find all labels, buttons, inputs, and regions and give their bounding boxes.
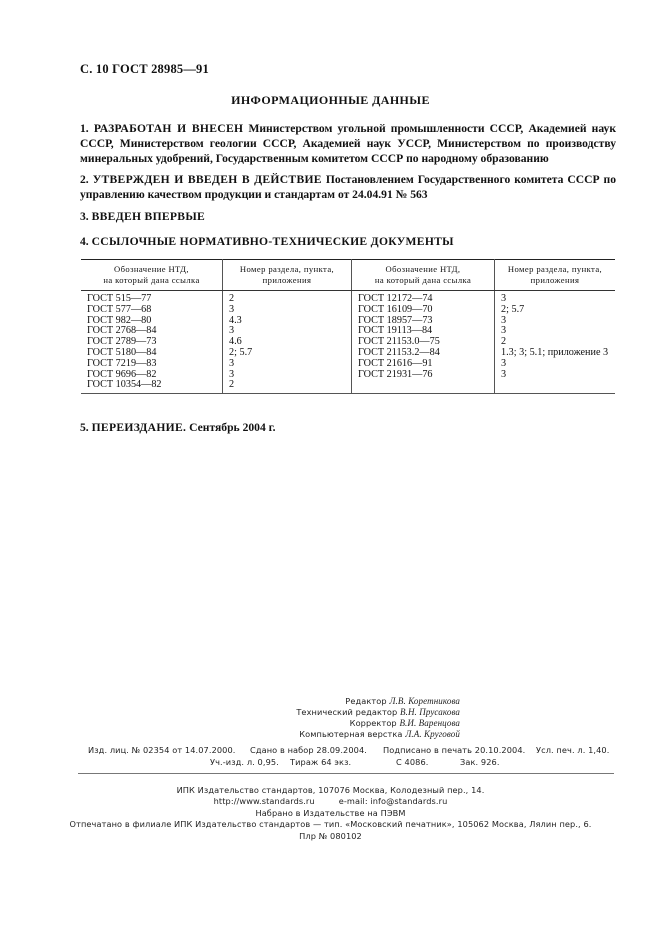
item-number: 1. bbox=[80, 122, 89, 135]
cell-line: 4.3 bbox=[229, 314, 242, 326]
cell-line: 3 bbox=[501, 325, 507, 337]
item-lead: ВВЕДЕН ВПЕРВЫЕ bbox=[91, 210, 206, 223]
item-number: 4. bbox=[80, 235, 89, 248]
signed-date: Подписано в печать 20.10.2004. bbox=[383, 745, 526, 755]
cell-line: ГОСТ 19113—84 bbox=[358, 325, 433, 337]
plr-number: Плр № 080102 bbox=[299, 830, 362, 841]
right-sections bbox=[495, 291, 616, 394]
editor-line: Редактор Л.В. Коретникова bbox=[345, 696, 460, 706]
table-header-row bbox=[81, 260, 615, 291]
left-sections bbox=[223, 291, 352, 394]
order-number: Зак. 926. bbox=[460, 757, 500, 767]
typeset-note: Набрано в Издательстве на ПЭВМ bbox=[255, 807, 406, 818]
layout-line: Компьютерная верстка Л.А. Круговой bbox=[299, 729, 460, 739]
cell-line: 2 bbox=[229, 379, 235, 391]
item-lead: ССЫЛОЧНЫЕ НОРМАТИВНО-ТЕХНИЧЕСКИЕ ДОКУМЕНТЫ bbox=[91, 235, 454, 248]
typeset-date: Сдано в набор 28.09.2004. bbox=[250, 745, 367, 755]
cell-line: 3 bbox=[501, 368, 507, 380]
cell-line: ГОСТ 5180—84 bbox=[87, 346, 157, 358]
cell-line: 3 bbox=[229, 325, 235, 337]
print-sheets: Усл. печ. л. 1,40. bbox=[536, 745, 610, 755]
section-title: ИНФОРМАЦИОННЫЕ ДАННЫЕ bbox=[231, 93, 430, 107]
cell-line: ГОСТ 9696—82 bbox=[87, 368, 157, 380]
print-run: Тираж 64 экз. bbox=[290, 757, 352, 767]
cell-line: ГОСТ 18957—73 bbox=[358, 314, 433, 326]
divider bbox=[78, 773, 614, 774]
item-lead: РАЗРАБОТАН И ВНЕСЕН bbox=[93, 122, 244, 135]
info-item-references bbox=[80, 234, 616, 249]
cell-line: 1.3; 3; 5.1; приложение 3 bbox=[501, 346, 609, 358]
cell-line: 3 bbox=[501, 357, 507, 369]
header-ntd: Обозначение НТД, на который дана ссылка bbox=[352, 260, 495, 291]
cell-line: 2; 5.7 bbox=[501, 303, 525, 315]
printed-note: Отпечатано в филиале ИПК Издательство стандартов — тип. «Московский печатник», 105062 Москва, Лялин пер., 6. bbox=[69, 819, 592, 830]
cell-line: ГОСТ 12172—74 bbox=[358, 293, 433, 304]
tech-editor-line: Технический редактор В.Н. Прусакова bbox=[296, 707, 460, 717]
cell-line: ГОСТ 982—80 bbox=[87, 314, 152, 326]
cell-line: 3 bbox=[501, 314, 507, 326]
cell-line: ГОСТ 21153.0—75 bbox=[358, 336, 440, 348]
corrector-line: Корректор В.И. Варенцова bbox=[349, 718, 460, 728]
cell-line: ГОСТ 10354—82 bbox=[87, 379, 162, 391]
item-lead: ПЕРЕИЗДАНИЕ. bbox=[91, 421, 187, 434]
header-section: Номер раздела, пункта, приложения bbox=[223, 260, 352, 291]
cell-line: ГОСТ 515—77 bbox=[87, 293, 152, 304]
cell-line: ГОСТ 21616—91 bbox=[358, 357, 433, 369]
cell-line: 3 bbox=[501, 293, 507, 304]
cell-line: ГОСТ 2789—73 bbox=[87, 336, 157, 348]
cell-line: 3 bbox=[229, 368, 235, 380]
cell-line: 3 bbox=[229, 357, 235, 369]
info-item-approved bbox=[80, 172, 616, 202]
references-table bbox=[81, 259, 615, 394]
cell-line: ГОСТ 21153.2—84 bbox=[358, 346, 440, 358]
page-reference: С. 10 ГОСТ 28985—91 bbox=[80, 62, 209, 76]
order-c: С 4086. bbox=[396, 757, 429, 767]
item-number: 2. bbox=[80, 173, 89, 186]
item-number: 5. bbox=[80, 421, 89, 434]
cell-line: ГОСТ 577—68 bbox=[87, 303, 152, 315]
cell-line: ГОСТ 2768—84 bbox=[87, 325, 157, 337]
cell-line: ГОСТ 7219—83 bbox=[87, 357, 157, 369]
publisher-address: ИПК Издательство стандартов, 107076 Москва, Колодезный пер., 14. bbox=[176, 785, 485, 795]
publ-sheets: Уч.-изд. л. 0,95. bbox=[210, 757, 279, 767]
item-text: Постановлением Государственного комитета СССР по управлению качеством продукции и стандартам от 24.04.91 № 563 bbox=[80, 173, 616, 201]
cell-line: ГОСТ 21931—76 bbox=[358, 368, 433, 380]
cell-line: 2 bbox=[501, 336, 507, 348]
cell-line: 2; 5.7 bbox=[229, 346, 253, 358]
table-row bbox=[81, 291, 615, 394]
cell-line: 2 bbox=[229, 293, 235, 304]
info-item-reissue bbox=[80, 420, 616, 435]
left-designations bbox=[81, 291, 223, 394]
info-item-developed bbox=[80, 121, 616, 166]
publisher-info bbox=[0, 785, 661, 842]
publisher-contacts bbox=[0, 796, 661, 807]
header-section: Номер раздела, пункта, приложения bbox=[495, 260, 616, 291]
website-link[interactable]: http://www.standards.ru bbox=[213, 796, 315, 807]
cell-line: 4.6 bbox=[229, 336, 242, 348]
item-lead: УТВЕРЖДЕН И ВВЕДЕН В ДЕЙСТВИЕ bbox=[92, 173, 322, 186]
header-ntd: Обозначение НТД, на который дана ссылка bbox=[81, 260, 223, 291]
info-item-first-introduced bbox=[80, 209, 616, 224]
item-text: Министерством угольной промышленности СССР, Академией наук СССР, Министерством геологии СССР, Академией наук УССР, Министерством по производству минеральных удобрений, Государственным комитетом СССР по народному образованию bbox=[80, 122, 617, 165]
right-designations bbox=[352, 291, 495, 394]
email-link[interactable]: e-mail: info@standards.ru bbox=[338, 796, 448, 807]
cell-line: 3 bbox=[229, 303, 235, 315]
editorial-credits bbox=[200, 696, 460, 740]
cell-line: ГОСТ 16109—70 bbox=[358, 303, 433, 315]
item-number: 3. bbox=[80, 210, 89, 223]
license: Изд. лиц. № 02354 от 14.07.2000. bbox=[88, 745, 236, 755]
item-text: Сентябрь 2004 г. bbox=[189, 421, 276, 434]
